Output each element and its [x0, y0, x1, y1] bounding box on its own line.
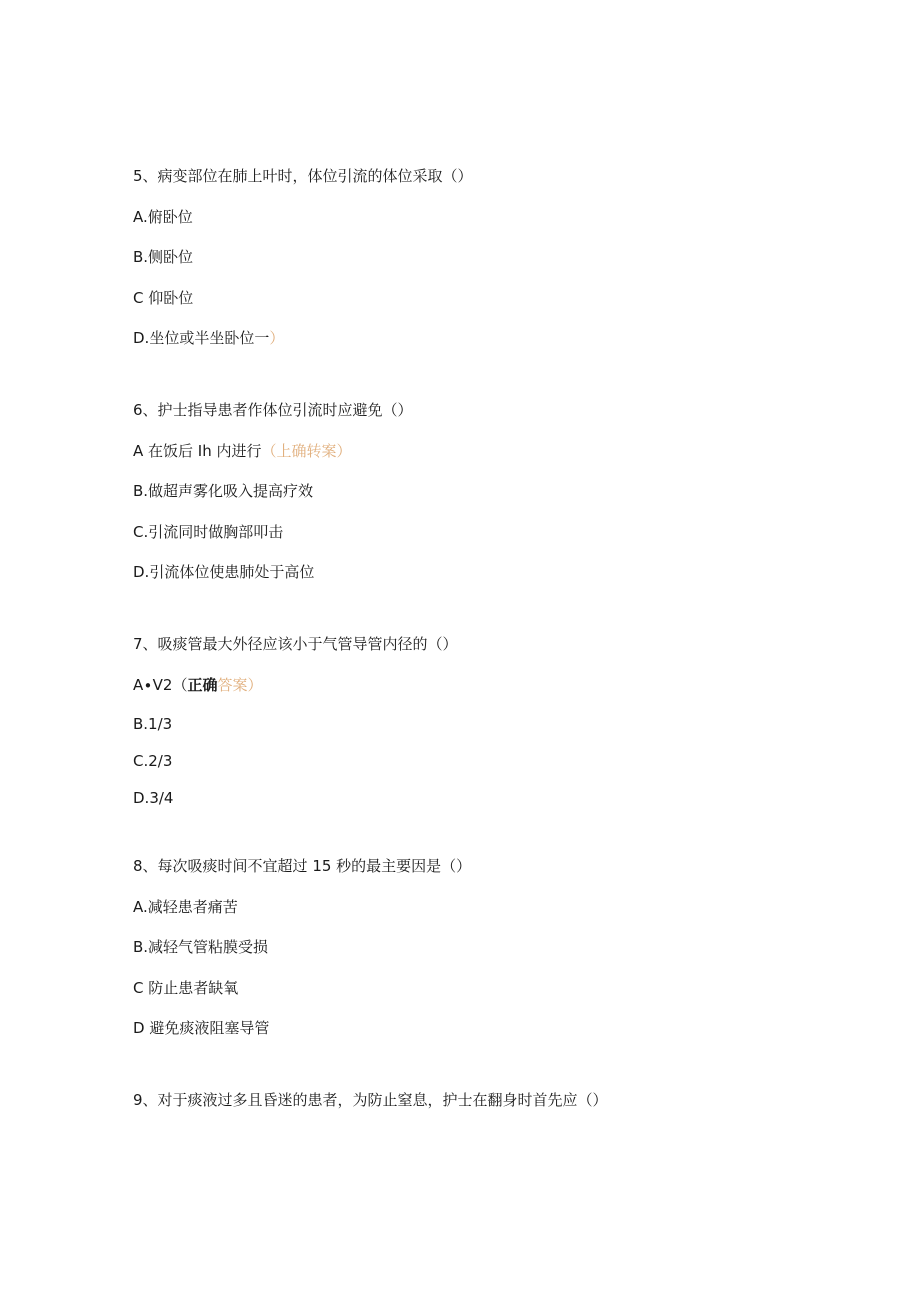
- question-8-option-a: A.减轻患者痛苦: [133, 898, 238, 916]
- question-7-option-b: B.1/3: [133, 715, 173, 733]
- question-5-option-d: [133, 328, 284, 348]
- question-6-option-c: C.引流同时做胸部叩击: [133, 523, 284, 541]
- question-6-option-a-text: A 在饭后 Ih 内进行: [133, 442, 262, 460]
- question-7-option-a: [133, 675, 263, 695]
- question-5-option-c: C 仰卧位: [133, 289, 194, 307]
- question-8-stem: 8、每次吸痰时间不宜超过 15 秒的最主要因是（）: [133, 857, 472, 875]
- question-9-stem: 9、对于痰液过多且昏迷的患者，为防止窒息，护士在翻身时首先应（）: [133, 1091, 608, 1109]
- question-5-option-d-note: ）: [269, 329, 285, 347]
- question-8-option-b: B.减轻气管粘膜受损: [133, 938, 269, 956]
- question-5-option-b: B.侧卧位: [133, 248, 194, 266]
- question-7-option-a-note: 答案）: [217, 676, 263, 694]
- question-5-option-a: A.俯卧位: [133, 208, 193, 226]
- question-6-option-a-note: （上确转案）: [261, 442, 352, 460]
- question-8-option-d: D 避免痰液阻塞导管: [133, 1019, 270, 1037]
- question-7-stem: 7、吸痰管最大外径应该小于气管导管内径的（）: [133, 635, 458, 653]
- question-7-option-a-bold: 正确: [187, 676, 218, 694]
- question-7-option-a-text: A∙V2（: [133, 676, 188, 694]
- question-8-option-c: C 防止患者缺氧: [133, 979, 239, 997]
- question-5-stem: 5、病变部位在肺上叶时，体位引流的体位采取（）: [133, 167, 473, 185]
- question-7-option-d: D.3/4: [133, 789, 174, 807]
- question-5-option-d-text: D.坐位或半坐卧位一: [133, 329, 270, 347]
- question-6-option-b: B.做超声雾化吸入提高疗效: [133, 482, 314, 500]
- question-6-stem: 6、护士指导患者作体位引流时应避免（）: [133, 401, 413, 419]
- question-6-option-d: D.引流体位使患肺处于高位: [133, 563, 315, 581]
- question-7-option-c: C.2/3: [133, 752, 173, 770]
- question-6-option-a: [133, 441, 352, 461]
